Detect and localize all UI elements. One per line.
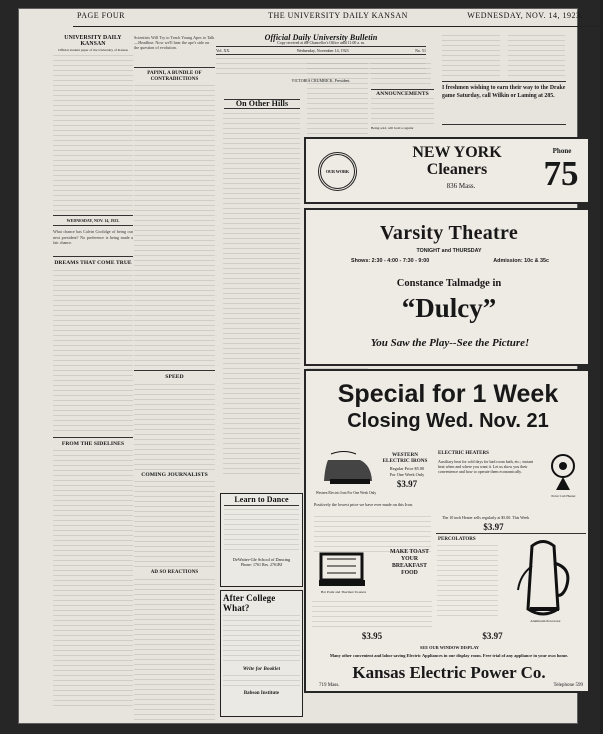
iron-regular-price: Regular Price $5.00	[389, 466, 425, 471]
electric-headline-1: Special for 1 Week	[337, 380, 559, 408]
left-col-intro: What chance has Calvin Coolidge of being our next president? No preference is being made a fair chance.	[53, 229, 133, 245]
bulletin-date: Wednesday, November 14, 1923	[296, 48, 349, 54]
electric-company: Kansas Electric Power Co.	[352, 663, 546, 682]
percolator-price: $3.97	[482, 631, 503, 641]
cleaners-address: 836 Mass.	[446, 182, 476, 190]
editorial-dreams-body	[53, 270, 133, 434]
coming-journalists-heading: COMING JOURNALISTS	[141, 471, 208, 478]
toaster-caption: Hot Point and Thermax Toasters	[320, 590, 367, 594]
freshman-notice-text: I freshmen wishing to earn their way to the Drake game Saturday, call Wilkin or Laming at 285.	[442, 85, 566, 99]
left-header-title: UNIVERSITY DAILY KANSAN	[64, 35, 122, 48]
iron-deal: For One Week Only	[389, 472, 425, 477]
iron-caption: Western Electric Iron For One Week Only	[315, 491, 377, 495]
percolator-caption: Aluminum Percolator	[530, 619, 561, 623]
newspaper-masthead	[73, 11, 603, 27]
varsity-theatre-shows: Shows: 2:30 - 4:00 - 7:30 - 9:00	[351, 258, 430, 264]
window-display: SEE OUR WINDOW DISPLAY	[419, 645, 480, 650]
left-divider-4	[53, 437, 133, 438]
varsity-theatre-schedule: TONIGHT and THURSDAY	[416, 248, 482, 254]
new-york-cleaners-ad	[304, 137, 590, 204]
masthead-date: WEDNESDAY, NOV. 14, 1923.	[467, 11, 583, 20]
learn-dance-phone: Phone: 1761 Res. 2761BJ	[240, 562, 283, 568]
editorial-heading-dreams: DREAMS THAT COME TRUE	[54, 260, 132, 267]
bulletin-president: VICTORIA CRUMBICK, President.	[291, 78, 351, 84]
electric-address: 719 Mass.	[319, 683, 340, 688]
cleaners-phone-number: 75	[543, 154, 579, 193]
learn-dance-list	[224, 534, 299, 554]
varsity-theatre-admission: Admission: 10c & 35c	[493, 258, 549, 264]
bulletin-volume: Vol. XX.	[216, 48, 231, 54]
learn-dance-title: Learn to Dance	[224, 497, 299, 506]
after-college-title: After College What?	[223, 593, 276, 613]
iron-price: $3.97	[396, 479, 418, 489]
iron-text: Positively the lowest price we have ever made on this Iron.	[314, 502, 413, 507]
cleaners-logo-text: OUR WORK	[325, 169, 350, 174]
top-right-note-1	[442, 35, 500, 77]
after-college-subtitle: Write for Booklet	[242, 667, 281, 672]
iron-title: WESTERN ELECTRIC IRONS	[382, 452, 428, 464]
sale-heading: AD SO REACTIONS	[150, 569, 199, 575]
after-college-footer: Babson Institute	[243, 691, 280, 697]
date-line: WEDNESDAY, NOV. 14, 1923.	[66, 218, 120, 224]
learn-dance-ad	[220, 493, 303, 587]
other-hills-body	[223, 113, 300, 478]
heater-price: $3.97	[483, 522, 504, 532]
apes-headline: Scientists Will Try to Teach Young Apes to Talk—Headline. Now we'll hear the ape's side on the question of evolution.	[134, 35, 215, 50]
toast-price: $3.95	[361, 631, 383, 641]
percolator-body	[437, 545, 498, 620]
editorial-heading-sidelines: FROM THE SIDELINES	[61, 440, 125, 447]
left-staff-listing	[53, 55, 133, 215]
electric-phone: Telephone 599	[553, 683, 583, 688]
editorial-sidelines-body	[53, 450, 133, 710]
center-divider-2	[134, 370, 215, 371]
top-right-note-2	[508, 35, 565, 77]
cleaners-phone-label: Phone	[552, 147, 572, 155]
heater-caption: Polar Cub Heater	[551, 494, 576, 498]
left-column	[53, 35, 133, 685]
speed-body	[134, 384, 215, 470]
bulletin-top-rule	[216, 46, 426, 47]
varsity-theatre-ad	[304, 208, 590, 366]
cleaners-logo	[318, 152, 357, 191]
masthead-title: THE UNIVERSITY DAILY KANSAN	[268, 11, 408, 20]
toast-body	[312, 601, 432, 629]
newspaper-page	[18, 8, 583, 724]
percolator-illustration	[510, 537, 576, 621]
iron-illustration	[319, 449, 374, 490]
left-divider-2	[53, 225, 133, 226]
electric-headline-2: Closing Wed. Nov. 21	[347, 410, 549, 432]
kansas-electric-ad	[304, 369, 590, 693]
heater-offer: The 10 inch Heater sells regularly at $5.00. This Week	[442, 515, 530, 520]
sale-body	[134, 579, 215, 724]
heater-title: ELECTRIC HEATERS	[438, 451, 489, 456]
center-divider-1	[134, 67, 215, 68]
left-divider-1	[53, 215, 133, 216]
toaster-illustration	[317, 547, 369, 589]
freshman-notice-box	[442, 81, 566, 125]
bulletin-subtitle: Copy received at the Chancellor's Office until 11:00 a. m.	[277, 41, 365, 46]
window-text: Many other convenient and labor saving Electric Appliances in our display room. Free trial of any appliance in your own home.	[329, 653, 569, 658]
percolator-title: PERCOLATORS	[438, 537, 476, 542]
bulletin-mid-rule	[216, 54, 426, 55]
varsity-theatre-name: Varsity Theatre	[379, 222, 518, 244]
masthead-page-number: PAGE FOUR	[77, 11, 125, 20]
bulletin-right-body	[371, 63, 431, 85]
bulletin-meta	[216, 48, 426, 53]
bookstore-note: Being sold, will hold a regular	[371, 126, 414, 130]
papini-body	[134, 85, 215, 367]
announcements-body	[371, 98, 434, 124]
papini-heading: PAPINI, A BUNDLE OF CONTRADICTIONS	[147, 71, 202, 82]
coming-journalists-body	[134, 481, 215, 568]
varsity-theatre-tagline: You Saw the Play--See the Picture!	[370, 337, 530, 349]
varsity-theatre-star: Constance Talmadge in	[396, 278, 502, 289]
other-hills-heading: On Other Hills	[224, 99, 300, 109]
electric-middle-rule	[436, 533, 586, 534]
heater-text: Auxiliary heat for cold days for bad room bath, etc.; instant heat when and where you want it. Let us show you their convenience and how to operate them economically.	[438, 459, 534, 474]
heater-illustration	[545, 450, 581, 494]
left-header-staff: Official student paper of the University of Kansas	[58, 48, 128, 53]
top-right-notes	[442, 35, 566, 77]
after-college-body	[223, 615, 300, 665]
after-college-details	[223, 675, 300, 690]
varsity-theatre-film: “Dulcy”	[401, 293, 497, 323]
learn-dance-description	[224, 509, 299, 531]
bulletin-title: Official Daily University Bulletin	[264, 33, 378, 42]
cleaners-name: NEW YORK Cleaners	[412, 144, 502, 178]
bulletin-number: No. 51	[415, 48, 426, 54]
speed-heading: SPEED	[165, 374, 184, 381]
left-divider-3	[53, 256, 133, 257]
after-college-ad	[220, 590, 303, 717]
center-column	[134, 35, 215, 703]
announcements-heading: ANNOUNCEMENTS	[371, 89, 434, 97]
learn-dance-school: DeWaiter-Gle School of Dancing	[232, 557, 291, 563]
toast-title: MAKE TOAST YOUR BREAKFAST FOOD	[390, 549, 429, 576]
